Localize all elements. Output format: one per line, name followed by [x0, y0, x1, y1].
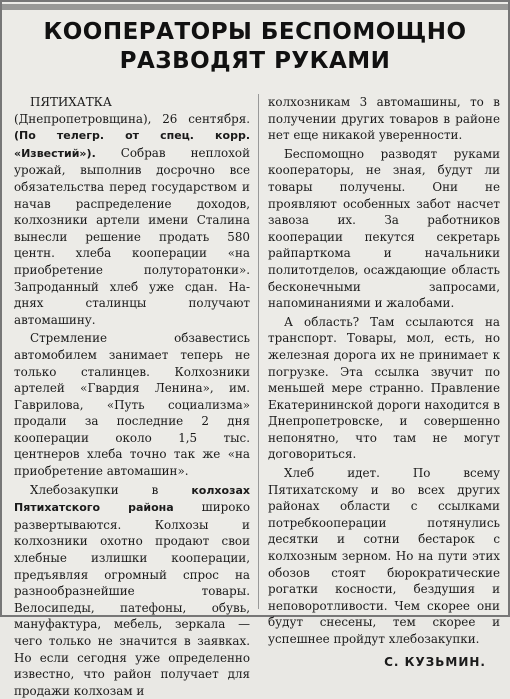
emphasis-district: колхозах Пятихатского района	[14, 483, 250, 515]
paragraph: Беспомощно разводят руками кооператоры, не зная, будут ли товары получены. Они не проявляют особенных забот насчет завоза их. За работников кооперации пекутся секретарь райпарткома и начальники политотделов, осаждающие область бесконечными запросами, напоминаниями и жалобами.	[268, 146, 500, 311]
dateline-place: ПЯТИХАТКА (Днепропетровщина), 26 сентября.	[14, 95, 250, 126]
paragraph-text: широко развертываются. Колхозы и колхозники охотно продают свои хлебные излишки кооперации, предъявляя огромный спрос на разнообразнейшие товары. Велосипеды, патефоны, обувь, мануфактура, мебель, зеркала — чего только не значится в заявках. Но если сегодня уже определенно известно, что район получает для продажи колхозам и	[14, 500, 250, 698]
paragraph-continued: колхозникам 3 автомашины, то в получении других товаров в районе нет еще никакой уверенности.	[268, 95, 500, 143]
paragraph: Хлеб идет. По всему Пятихатскому и во всех других районах области с ссылками потребкооперации потянулись десятки и сотни бестарок с колхозным зерном. Но на пути этих обозов стоят бюрократические рогатки косности, бездушия и неповоротливости. Чем скорее они будут снесены, тем скорее и успешнее пройдут хлебозакупки.	[268, 466, 500, 646]
paragraph: Стремление обзавестись автомобилем занимает теперь не только сталинцев. Колхозники артелей «Гвардия Ленина», им. Гаврилова, «Путь социализма» продали за последние 2 дня кооперации около 1,5 тыс. центнеров хлеба точно так же «на приобретение автомашин».	[14, 331, 250, 479]
dateline-source: (По телегр. от спец. корр. «Известий»).	[14, 129, 250, 160]
paragraph: А область? Там ссылаются на транспорт. Товары, мол, есть, но железная дорога их не принимает к погрузке. Эта ссылка звучит по меньшей мере странно. Правление Екатерининской дороги находится в Днепропетровске, и совершенно непонятно, что там не могут договориться.	[268, 314, 500, 462]
paragraph	[14, 482, 250, 699]
column-left	[14, 94, 251, 698]
article-headline: КООПЕРАТОРЫ БЕСПОМОЩНО РАЗВОДЯТ РУКАМИ	[43, 19, 467, 74]
paragraph-text: Хлебозакупки в	[30, 482, 159, 497]
column-right	[268, 94, 500, 669]
paragraph-text: Собрав неплохой урожай, выполнив досрочно все обязательства перед государством и начав распределение доходов, колхозники артели имени Сталина вынесли решение продать 580 центн. хлеба кооперации «на приобретение полуторатонки». Запроданный хлеб уже сдан. На-днях сталинцы получают автомашину.	[14, 145, 251, 327]
column-divider	[258, 94, 259, 609]
masthead-rule	[2, 4, 508, 10]
author-signature: С. КУЗЬМИН.	[384, 654, 486, 669]
paragraph-dateline	[14, 94, 250, 328]
